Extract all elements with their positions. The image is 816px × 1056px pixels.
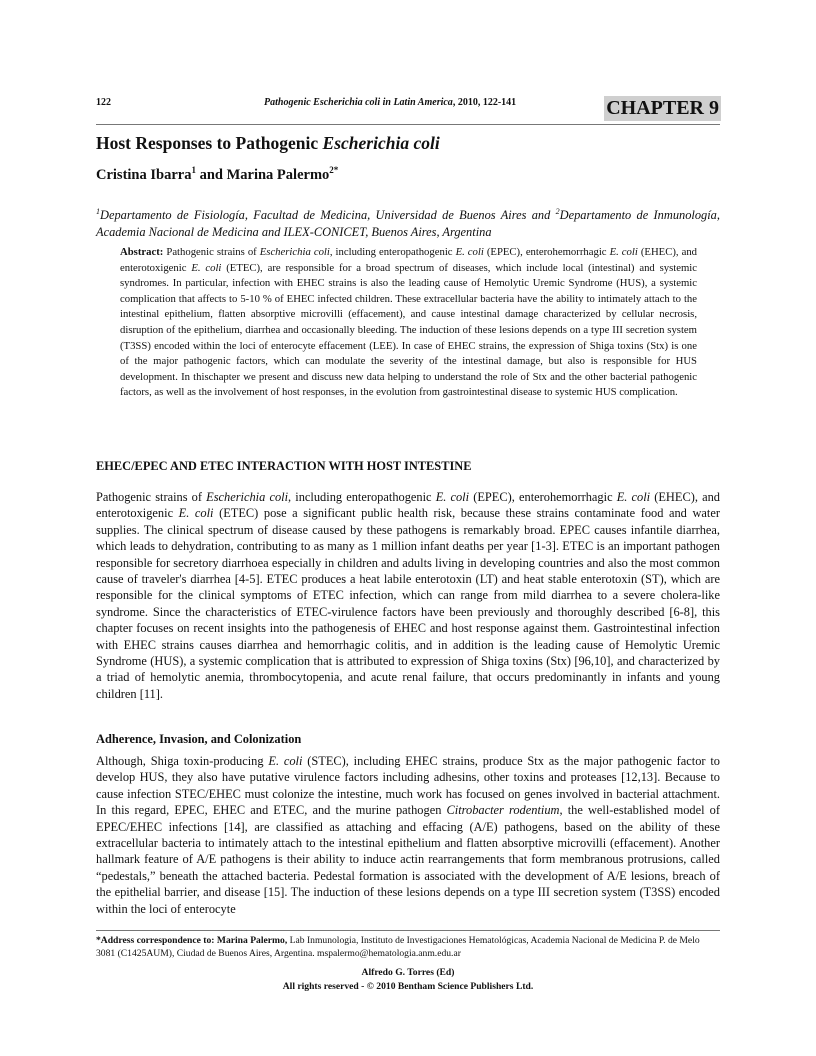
page-number: 122 — [96, 97, 111, 108]
footnote-label: *Address correspondence to: Marina Palermo, — [96, 935, 288, 946]
affil-sup-1: 1 — [96, 207, 100, 216]
italic-term: E. coli — [191, 261, 222, 274]
author-1-sup: 1 — [191, 165, 196, 175]
italic-term: E. coli — [455, 246, 484, 258]
text-run: the well-established model of EPEC/EHEC infections [14], are classified as attaching and effacing (A/E) pathogens, based on the ability of these extracellular bacteria to intimately attach to the intestinal epithelium and flatten absorptive microvilli (effacement). Another hallmark feature of A/E pathogens is their ability to induce actin rearrangements that form membranous protrusions, called “pedestals,” beneath the attached bacteria. Pedestal formation is associated with the development of A/E lesions, breach of the epithelial barrier, and disease [15]. The induction of these lesions depends on a type III secretion system (T3SS) encoded within the loci of enterocyte — [96, 803, 720, 916]
title-italic: Escherichia coli — [322, 133, 440, 153]
subsection-heading: Adherence, Invasion, and Colonization — [96, 732, 302, 746]
footnote-divider — [96, 930, 720, 931]
author-2-sup: 2* — [329, 165, 339, 175]
text-run: Pathogenic strains of — [96, 490, 207, 504]
label-text: Abstract: — [120, 246, 164, 258]
page-title — [96, 133, 440, 154]
journal-title: Pathogenic Escherichia coli in Latin America — [264, 97, 453, 108]
italic-term: E. coli — [616, 490, 651, 504]
footnote — [96, 934, 720, 960]
text-run: Although, Shiga toxin-producing — [96, 754, 269, 768]
body-paragraph-1 — [96, 489, 720, 702]
copyright: All rights reserved - © 2010 Bentham Science Publishers Ltd. — [282, 981, 534, 992]
italic-term: Escherichia coli — [259, 246, 330, 258]
text-run: (STEC), including EHEC strains, produce Stx as the major pathogenic factor to develop HUS, they also have putative virulence factors including adhesins, other toxins and proteases [12,13]. Because to cause infection STEC/EHEC must colonize the intestine, much work has focused on genes involved in bacterial attachment. In this regard, EPEC, EHEC and ETEC, and the murine pathogen — [96, 754, 720, 818]
section-heading: EHEC/EPEC AND ETEC INTERACTION WITH HOST INTESTINE — [96, 459, 472, 473]
text-run: , including enteropathogenic — [288, 490, 436, 504]
affil-2: Departamento de Inmunología, Academia Nacional de Medicina and ILEX-CONICET, Buenos Aires, Argentina — [96, 208, 720, 240]
text-run: (ETEC), are responsible for a broad spectrum of diseases, which include local (intestinal) and systemic syndromes. In particular, infection with EHEC strains is also the leading cause of Hemolytic Uremic Syndrome (HUS), a systemic complication that affects to 5-10 % of EHEC infected children. These extracellular bacteria have the ability to intimately attach to the intestinal epithelium, flatten absorptive microvilli (effacement), and cause intestinal damage characterized by cellular necrosis, disruption of the epithelium, diarrhea and occasionally bleeding. The induction of these lesions depends on a type III secretion system (T3SS) encoded within the loci of enterocyte effacement (LEE). In case of EHEC strains, the expression of Shiga toxins (Stx) is one of the major pathogenic factors, which can modulate the severity of the intestinal damage, but also is responsible for HUS development. In thischapter we present and discuss new data helping to understand the role of Stx and the other bacterial pathogenic factors, as well as the involvement of host responses, in the evolution from gastrointestinal disease to systemic HUS complication. — [120, 261, 697, 399]
chapter-label: CHAPTER 9 — [606, 97, 719, 119]
affil-sup-2: 2 — [555, 207, 560, 216]
author-2: and Marina Palermo — [195, 166, 330, 183]
affiliations — [96, 203, 720, 241]
header-divider — [96, 124, 720, 125]
italic-term: E. coli — [268, 754, 303, 768]
affil-1: Departamento de Fisiología, Facultad de Medicina, Universidad de Buenos Aires and — [100, 208, 556, 223]
footnote-text: Lab Inmunologia, Instituto de Investigaciones Hematológicas, Academia Nacional de Medicina P. de Melo 3081 (C1425AUM), Ciudad de Buenos Aires, Argentina. mspalermo@hematologia.anm.edu.ar — [96, 935, 700, 959]
text-run: (ETEC) pose a significant public health risk, because these strains contaminate food and water supplies. The clinical spectrum of disease caused by these pathogens is remarkably broad. EPEC causes infantile diarrhea, which leads to dehydration, contributing to as many as 1 million infant deaths per year [1-3]. ETEC is an important pathogen responsible for secretory diarrhoea especially in children and adults living in developing countries and also the most common cause of traveler's diarrhea [4-5]. ETEC produces a heat labile enterotoxin (LT) and heat stable enterotoxin (ST), which are responsible for the clinical symptoms of ETEC infection, which can range from mild diarrhea to a severe cholera-like syndrome. Since the characteristics of ETEC-virulence factors have been previously and thoroughly described [6-8], this chapter focuses on recent insights into the pathogenesis of EHEC and host response against them. Gastrointestinal infection with EHEC strains causes diarrhea and hemorrhagic colitis, and in addition is the leading cause of Hemolytic Uremic Syndrome (HUS), a systemic complication that is attributed to expression of Shiga toxins (Stx) [96,10], and characterized by a triad of hemolytic anemia, thrombocytopenia, and acute renal failure, that occurs predominantly in infants and young children [11]. — [96, 506, 720, 701]
text-run: , including enteropathogenic — [329, 246, 456, 258]
authors — [96, 165, 338, 184]
text-run: (EPEC), enterohemorrhagic — [483, 246, 610, 258]
italic-term: Citrobacter rodentium, — [446, 803, 563, 818]
title-text: Host Responses to Pathogenic — [96, 133, 323, 153]
text-run: (EHEC), and enterotoxigenic — [120, 246, 698, 274]
text-run: (EHEC), and enterotoxigenic — [96, 490, 720, 521]
text-run: (EPEC), enterohemorrhagic — [469, 490, 617, 504]
publisher-info — [96, 966, 720, 994]
abstract — [120, 245, 697, 401]
body-paragraph-2 — [96, 753, 720, 917]
text-run: Pathogenic strains of — [163, 246, 260, 258]
editor: Alfredo G. Torres (Ed) — [361, 967, 455, 978]
italic-term: Escherichia coli — [206, 490, 289, 504]
journal-citation — [264, 97, 516, 108]
italic-term: E. coli — [435, 490, 470, 504]
italic-term: E. coli — [609, 246, 638, 258]
italic-term: E. coli — [178, 506, 214, 521]
journal-year-pages: , 2010, 122-141 — [452, 97, 517, 108]
author-1: Cristina Ibarra — [96, 166, 192, 183]
